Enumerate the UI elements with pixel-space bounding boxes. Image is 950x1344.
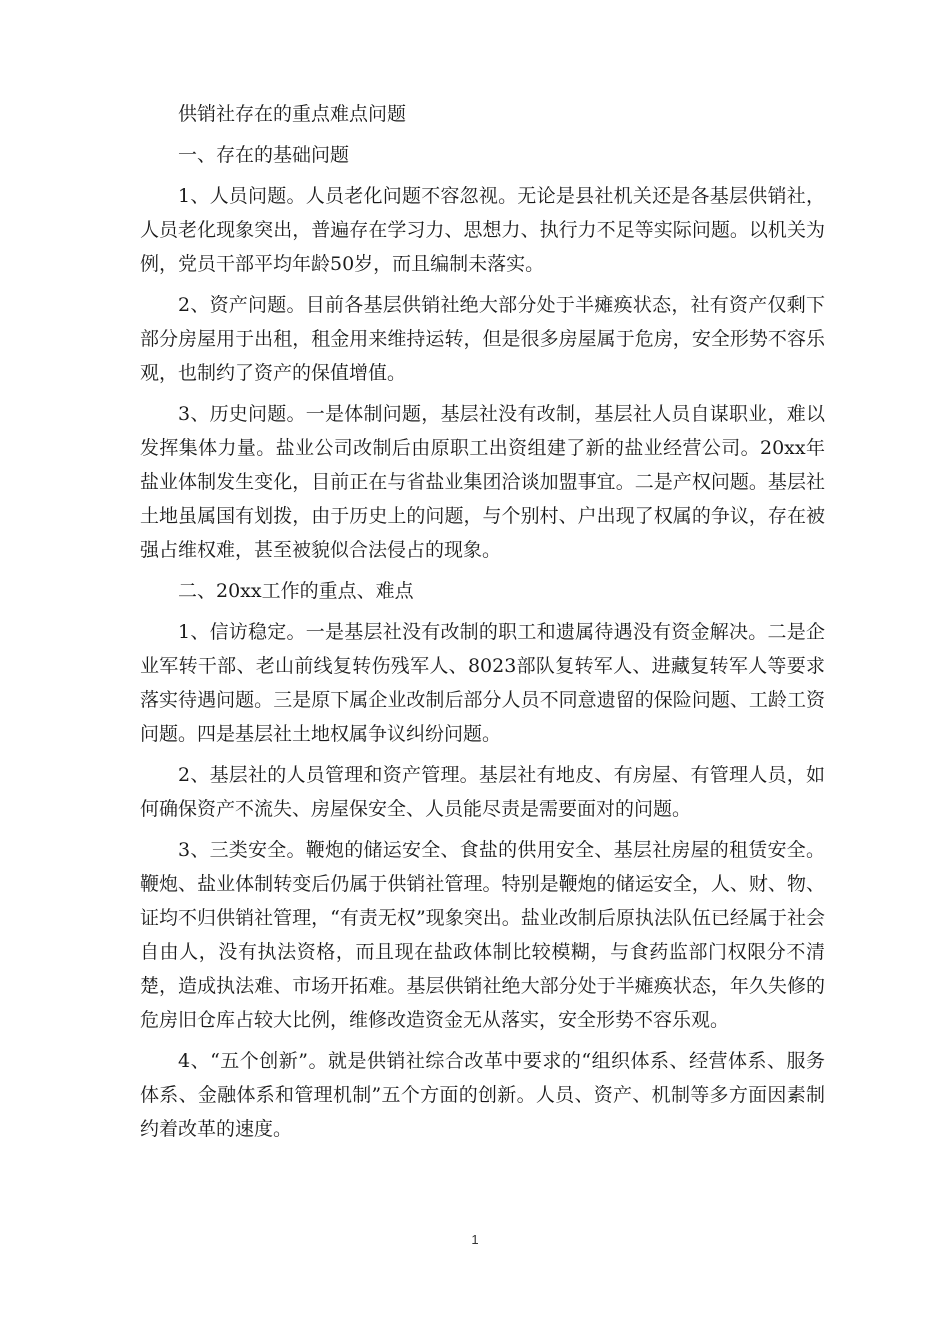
paragraph-asset-problem: 2、资产问题。目前各基层供销社绝大部分处于半瘫痪状态，社有资产仅剩下部分房屋用于出租，租金用来维持运转，但是很多房屋属于危房，安全形势不容乐观，也制约了资产的保值增值。 [140, 294, 825, 384]
paragraph-petition-stability: 1、信访稳定。一是基层社没有改制的职工和遗属待遇没有资金解决。二是企业军转干部、老山前线复转伤残军人、8023部队复转军人、进藏复转军人等要求落实待遇问题。三是原下属企业改制后部分人员不同意遗留的保险问题、工龄工资问题。四是基层社土地权属争议纠纷问题。 [140, 621, 825, 745]
paragraph-five-innovations: 4、“五个创新”。就是供销社综合改革中要求的“组织体系、经营体系、服务体系、金融体系和管理机制”五个方面的创新。人员、资产、机制等多方面因素制约着改革的速度。 [140, 1050, 825, 1140]
section-heading-key-points: 二、20xx工作的重点、难点 [178, 580, 414, 602]
section-heading-basic-problems: 一、存在的基础问题 [178, 144, 350, 166]
paragraph-grassroots-management: 2、基层社的人员管理和资产管理。基层社有地皮、有房屋、有管理人员，如何确保资产不流失、房屋保安全、人员能尽责是需要面对的问题。 [140, 764, 825, 820]
document-body [140, 97, 825, 1146]
page-number: 1 [471, 1232, 479, 1247]
paragraph-personnel-problem: 1、人员问题。人员老化问题不容忽视。无论是县社机关还是各基层供销社，人员老化现象突出，普遍存在学习力、思想力、执行力不足等实际问题。以机关为例，党员干部平均年龄50岁，而且编制未落实。 [140, 185, 825, 275]
paragraph-history-problem: 3、历史问题。一是体制问题，基层社没有改制，基层社人员自谋职业，难以发挥集体力量。盐业公司改制后由原职工出资组建了新的盐业经营公司。20xx年盐业体制发生变化，目前正在与省盐业集团洽谈加盟事宜。二是产权问题。基层社土地虽属国有划拨，由于历史上的问题，与个别村、户出现了权属的争议，存在被强占维权难，甚至被貌似合法侵占的现象。 [140, 403, 825, 561]
document-title: 供销社存在的重点难点问题 [178, 103, 407, 125]
paragraph-three-safety: 3、三类安全。鞭炮的储运安全、食盐的供用安全、基层社房屋的租赁安全。鞭炮、盐业体制转变后仍属于供销社管理。特别是鞭炮的储运安全，人、财、物、证均不归供销社管理，“有责无权”现象突出。盐业改制后原执法队伍已经属于社会自由人，没有执法资格，而且现在盐政体制比较模糊，与食药监部门权限分不清楚，造成执法难、市场开拓难。基层供销社绝大部分处于半瘫痪状态，年久失修的危房旧仓库占较大比例，维修改造资金无从落实，安全形势不容乐观。 [140, 839, 825, 1031]
